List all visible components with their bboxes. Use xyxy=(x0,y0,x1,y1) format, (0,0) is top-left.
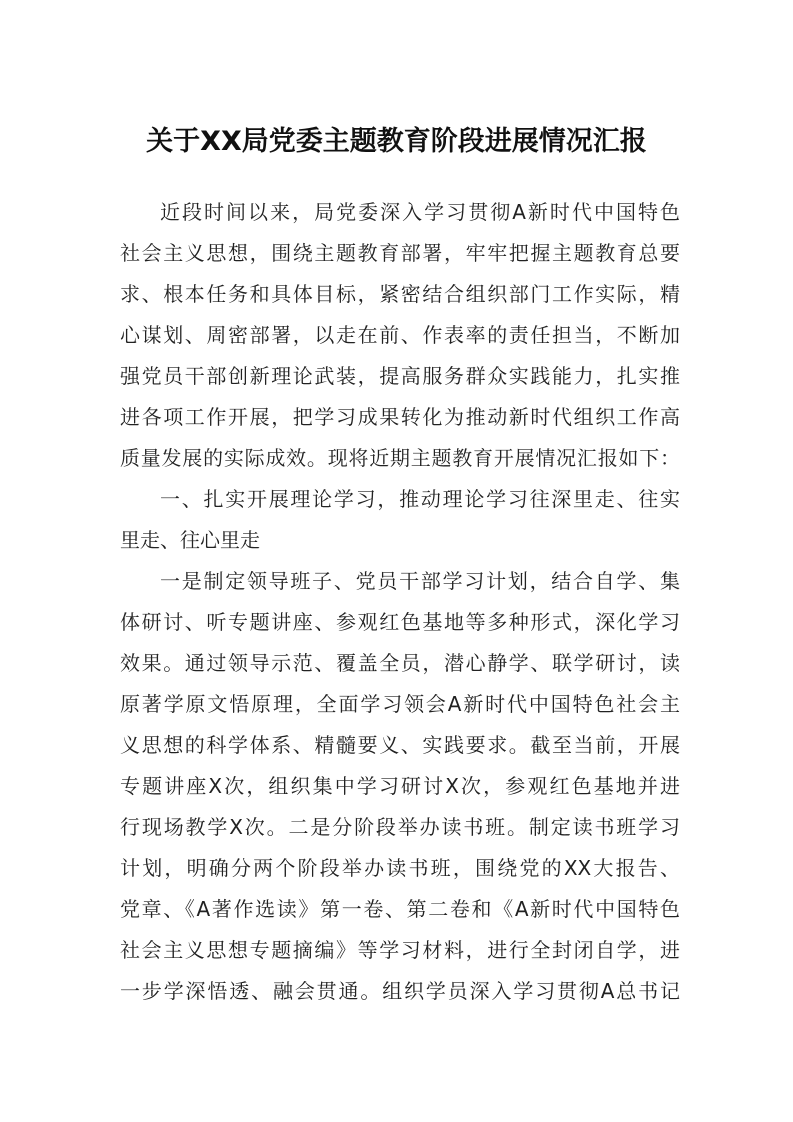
body-line: 原著学原文悟原理，全面学习领会A新时代中国特色社会主 xyxy=(120,692,680,716)
body-line: 一步学深悟透、融会贯通。组织学员深入学习贯彻A总书记 xyxy=(120,979,680,1003)
body-line: 近段时间以来，局党委深入学习贯彻A新时代中国特色 xyxy=(160,200,680,224)
body-line: 进各项工作开展，把学习成果转化为推动新时代组织工作高 xyxy=(120,405,680,429)
body-line: 质量发展的实际成效。现将近期主题教育开展情况汇报如下： xyxy=(120,446,680,470)
section-heading-line: 里走、往心里走 xyxy=(120,528,260,552)
body-line: 一是制定领导班子、党员干部学习计划，结合自学、集 xyxy=(160,569,680,593)
body-line: 行现场教学X次。二是分阶段举办读书班。制定读书班学习 xyxy=(120,815,680,839)
body-line: 强党员干部创新理论武装，提高服务群众实践能力，扎实推 xyxy=(120,364,680,388)
body-line: 党章、《A著作选读》第一卷、第二卷和《A新时代中国特色 xyxy=(120,897,680,921)
body-line: 社会主义思想，围绕主题教育部署，牢牢把握主题教育总要 xyxy=(120,241,680,265)
body-line: 效果。通过领导示范、覆盖全员，潜心静学、联学研讨，读 xyxy=(120,651,680,675)
document-title: 关于XX局党委主题教育阶段进展情况汇报 xyxy=(146,126,647,157)
body-line: 社会主义思想专题摘编》等学习材料，进行全封闭自学，进 xyxy=(120,938,680,962)
body-line: 心谋划、周密部署，以走在前、作表率的责任担当，不断加 xyxy=(120,323,680,347)
body-line: 体研讨、听专题讲座、参观红色基地等多种形式，深化学习 xyxy=(120,610,680,634)
body-line: 求、根本任务和具体目标，紧密结合组织部门工作实际，精 xyxy=(120,282,680,306)
body-line: 专题讲座X次，组织集中学习研讨X次，参观红色基地并进 xyxy=(120,774,680,798)
section-heading-line: 一、扎实开展理论学习，推动理论学习往深里走、往实 xyxy=(160,487,680,511)
body-line: 义思想的科学体系、精髓要义、实践要求。截至当前，开展 xyxy=(120,733,680,757)
body-line: 计划，明确分两个阶段举办读书班，围绕党的XX大报告、 xyxy=(120,856,680,880)
